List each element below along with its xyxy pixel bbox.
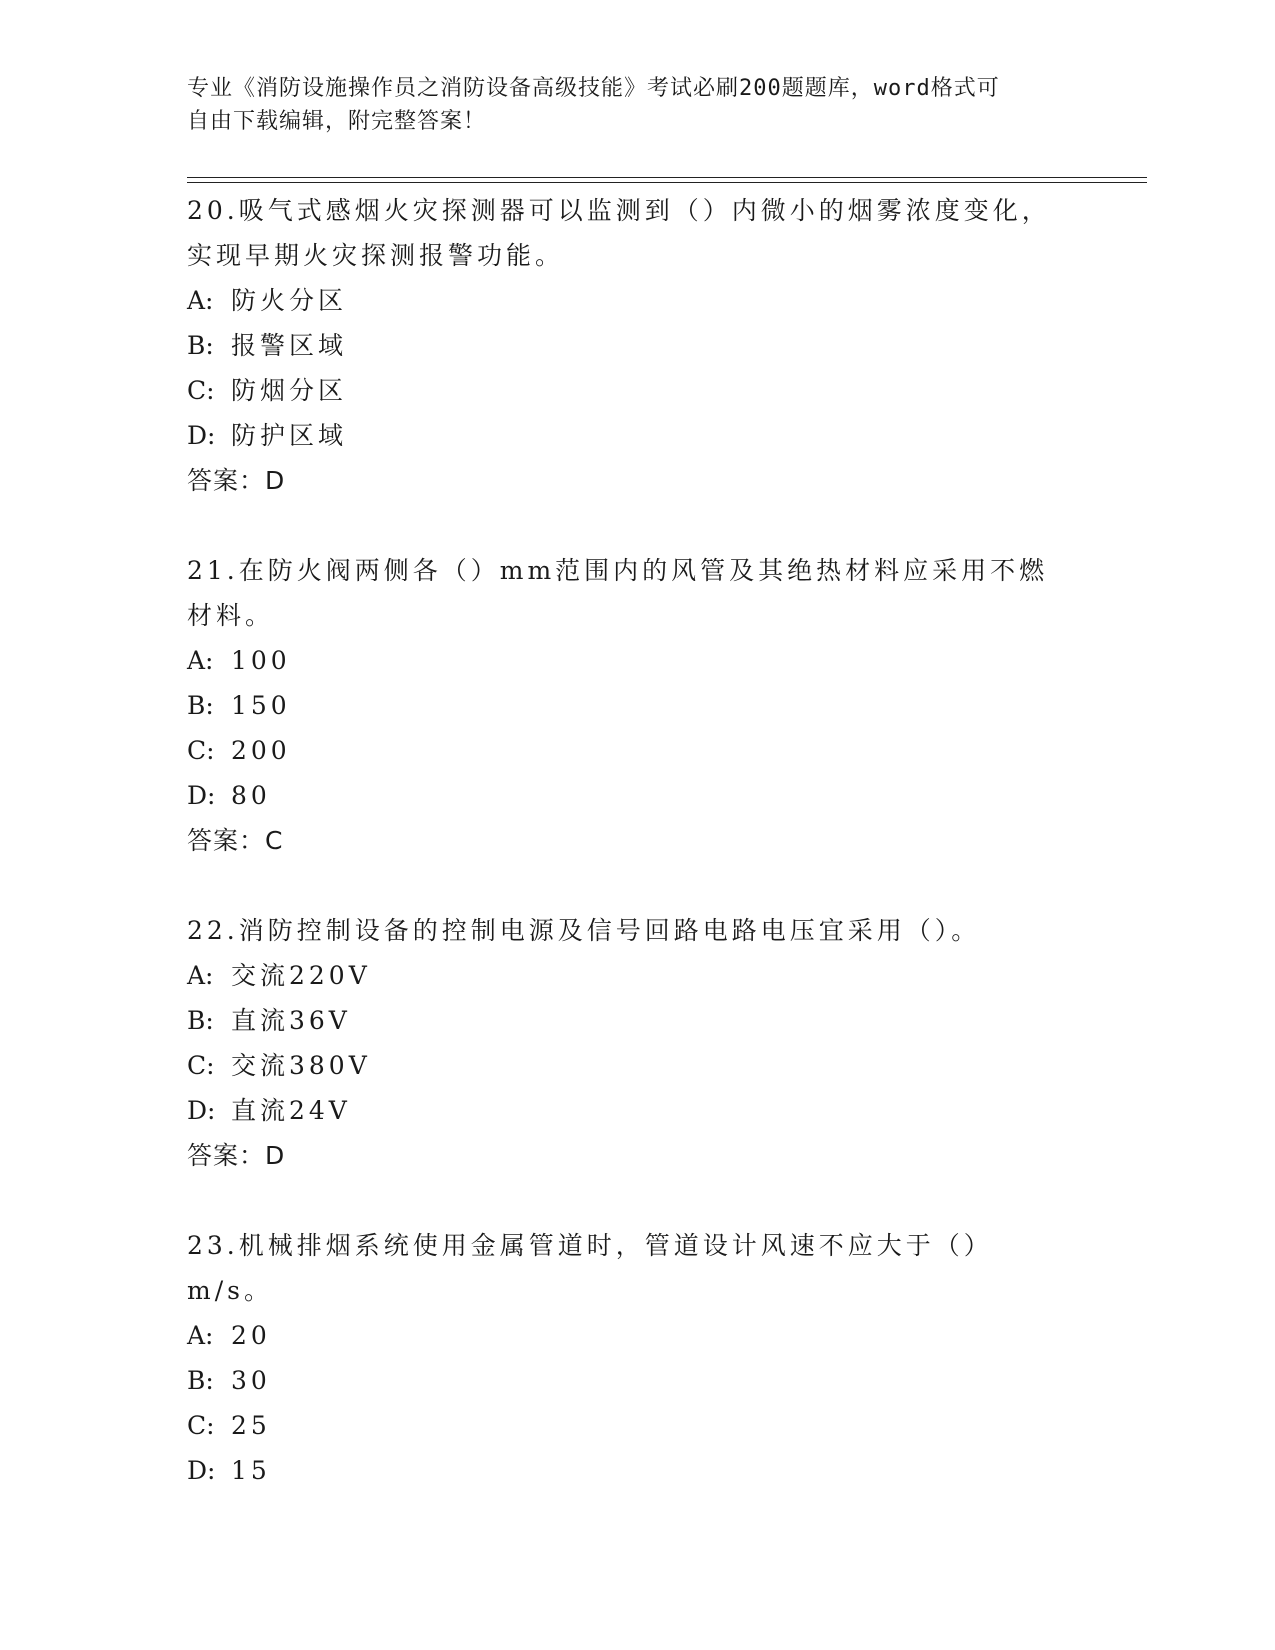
option-c — [187, 1403, 1147, 1448]
header-rule-top — [187, 177, 1147, 178]
option-letter: D: — [187, 421, 216, 450]
option-letter: A: — [187, 646, 214, 675]
option-letter: C: — [187, 1051, 215, 1080]
option-b — [187, 1358, 1147, 1403]
option-c — [187, 368, 1147, 413]
question-text: 20.吸气式感烟火灾探测器可以监测到（）内微小的烟雾浓度变化，实现早期火灾探测报警功能。 — [187, 196, 1051, 270]
option-letter: C: — [187, 1411, 215, 1440]
option-text: 30 — [231, 1366, 271, 1395]
option-b — [187, 683, 1147, 728]
option-letter: B: — [187, 331, 214, 360]
option-c — [187, 1043, 1147, 1088]
header-line-1: 专业《消防设施操作员之消防设备高级技能》考试必刷200题题库，word格式可 — [187, 76, 1000, 101]
option-d — [187, 413, 1147, 458]
option-text: 150 — [231, 691, 291, 720]
option-text: 直流24V — [231, 1096, 351, 1125]
header-rule-bottom — [187, 182, 1147, 183]
option-text: 防护区域 — [231, 421, 348, 450]
option-text: 防烟分区 — [231, 376, 348, 405]
option-text: 25 — [231, 1411, 271, 1440]
option-text: 200 — [231, 736, 291, 765]
option-text: 15 — [231, 1456, 271, 1485]
question-20 — [187, 188, 1147, 503]
option-a — [187, 953, 1147, 998]
option-letter: C: — [187, 376, 215, 405]
option-letter: B: — [187, 691, 214, 720]
answer-line: 答案：D — [187, 1141, 286, 1170]
option-b — [187, 323, 1147, 368]
option-letter: D: — [187, 1096, 216, 1125]
question-21 — [187, 548, 1147, 863]
question-text: 23.机械排烟系统使用金属管道时，管道设计风速不应大于（）m/s。 — [187, 1231, 993, 1305]
option-text: 交流380V — [231, 1051, 371, 1080]
question-text: 22.消防控制设备的控制电源及信号回路电路电压宜采用（）。 — [187, 916, 981, 945]
option-c — [187, 728, 1147, 773]
option-letter: B: — [187, 1006, 214, 1035]
option-text: 报警区域 — [231, 331, 348, 360]
option-b — [187, 998, 1147, 1043]
answer-line: 答案：D — [187, 466, 286, 495]
option-d — [187, 773, 1147, 818]
option-text: 直流36V — [231, 1006, 351, 1035]
option-letter: C: — [187, 736, 215, 765]
question-22 — [187, 908, 1147, 1178]
option-text: 80 — [231, 781, 271, 810]
option-text: 防火分区 — [231, 286, 348, 315]
option-letter: D: — [187, 781, 216, 810]
option-letter: A: — [187, 286, 214, 315]
answer-line: 答案：C — [187, 826, 284, 855]
question-23 — [187, 1223, 1147, 1493]
option-text: 20 — [231, 1321, 271, 1350]
option-a — [187, 638, 1147, 683]
option-d — [187, 1088, 1147, 1133]
question-list — [187, 188, 1147, 1538]
option-letter: A: — [187, 1321, 214, 1350]
option-letter: A: — [187, 961, 214, 990]
option-letter: B: — [187, 1366, 214, 1395]
document-header — [187, 72, 1057, 138]
header-line-2: 自由下载编辑，附完整答案！ — [187, 109, 487, 134]
option-text: 100 — [231, 646, 291, 675]
question-text: 21.在防火阀两侧各（）mm范围内的风管及其绝热材料应采用不燃材料。 — [187, 556, 1049, 630]
option-text: 交流220V — [231, 961, 371, 990]
option-a — [187, 1313, 1147, 1358]
option-d — [187, 1448, 1147, 1493]
option-a — [187, 278, 1147, 323]
option-letter: D: — [187, 1456, 216, 1485]
